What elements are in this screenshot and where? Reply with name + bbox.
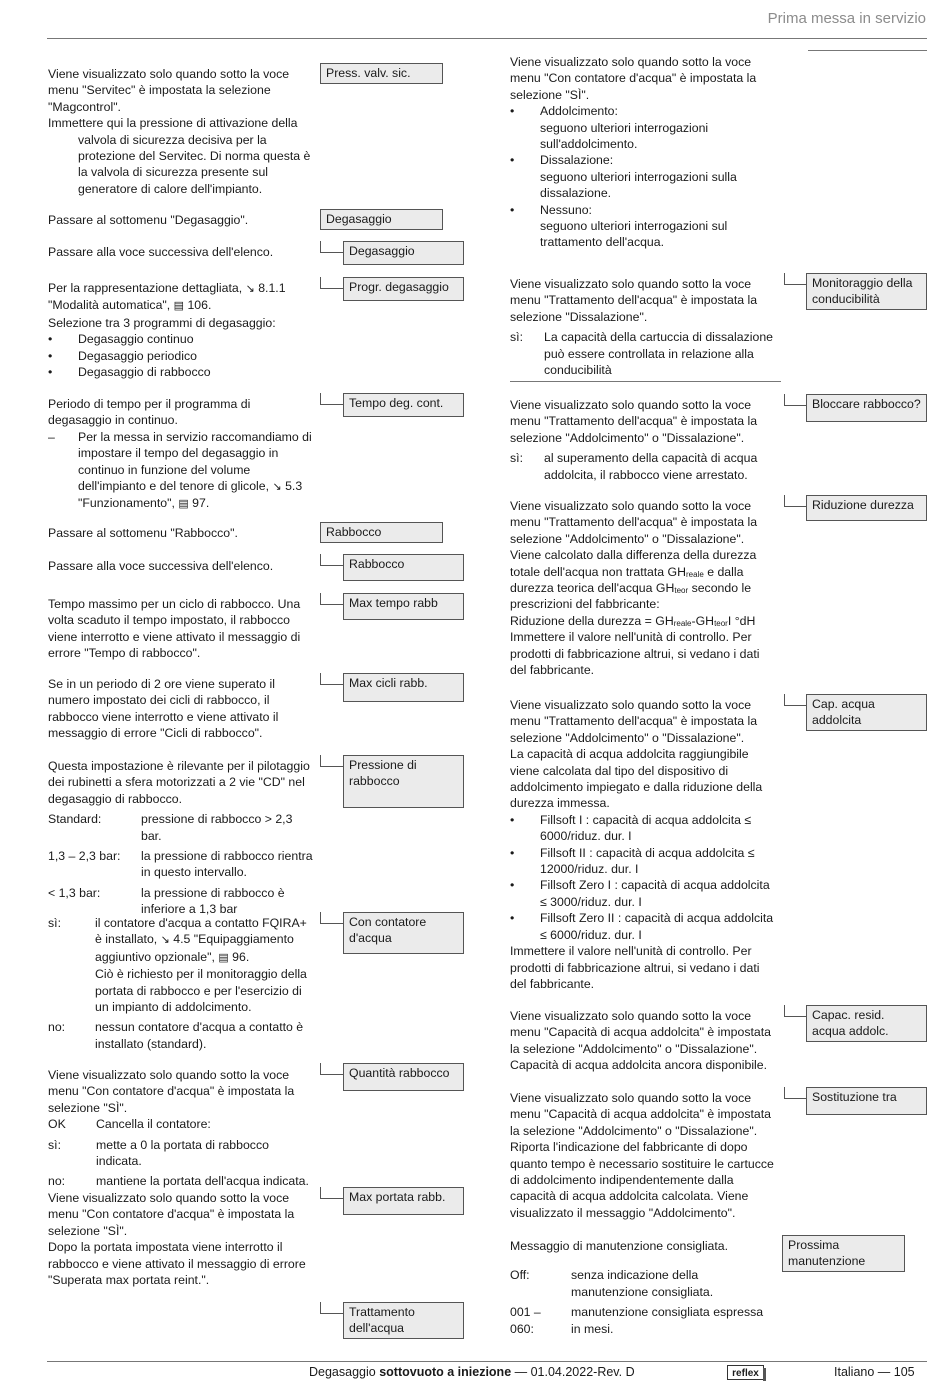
definition-row: no: nessun contatore d'acqua a contatto è installato (standard). xyxy=(48,1020,304,1051)
list-item: • Fillsoft Zero I : capacità di acqua addolcita ≤ 3000/riduz. dur. I xyxy=(510,877,775,910)
left-block-pressione xyxy=(48,758,313,918)
paragraph: Se in un periodo di 2 ore viene superato il numero impostato dei cicli di rabbocco, il rabbocco viene interrotto e viene attivato il messaggio di errore "Cicli di rabbocco". xyxy=(48,677,279,741)
left-block-quantita xyxy=(48,1067,313,1190)
definition-row: sì: mette a 0 la portata di rabbocco indicata. xyxy=(48,1137,269,1169)
definition-row: OK Cancella il contatore: xyxy=(48,1117,211,1132)
right-block-riduzione xyxy=(510,498,775,678)
paragraph: Immettere il valore nell'unità di controllo. Per prodotti di fabbricazione altrui, si vedano i dati del fabbricante. xyxy=(510,944,760,991)
footer-language: Italiano xyxy=(834,1365,875,1379)
paragraph: Passare alla voce successiva dell'elenco. xyxy=(48,559,274,573)
left-block-max-tempo xyxy=(48,596,313,662)
submenu-item-bloccare-rabbocco[interactable]: Bloccare rabbocco? xyxy=(806,394,927,422)
menu-item-press-valv-sic[interactable]: Press. valv. sic. xyxy=(320,63,443,84)
menu-item-prossima-manutenzione[interactable]: Prossima manutenzione xyxy=(782,1235,905,1272)
indented-paragraph: seguono ulteriori interrogazioni sulla dissalazione. xyxy=(540,169,737,201)
paragraph: Per la rappresentazione dettagliata, ↘ 8.1.1 "Modalità automatica", ▤ 106. xyxy=(48,281,286,313)
submenu-item-capac-resid-acqua[interactable]: Capac. resid. acqua addolc. xyxy=(806,1005,927,1042)
indented-paragraph: seguono ulteriori interrogazioni sull'addolcimento. xyxy=(540,120,709,152)
definition-row: sì: La capacità della cartuccia di dissalazione può essere controllata in relazione alla conducibilità xyxy=(510,330,773,378)
tree-connector xyxy=(320,912,343,924)
list-item: • Fillsoft Zero II : capacità di acqua addolcita ≤ 6000/riduz. dur. I xyxy=(510,910,775,943)
submenu-item-cap-acqua-addolcita[interactable]: Cap. acqua addolcita xyxy=(806,694,927,731)
page-header-title: Prima messa in servizio xyxy=(767,10,926,27)
tree-connector xyxy=(320,673,343,685)
cross-reference-icon: ↘ xyxy=(160,934,170,947)
cross-reference-icon: ↘ xyxy=(245,283,255,295)
paragraph: Passare al sottomenu "Degasaggio". xyxy=(48,213,249,227)
paragraph: Immettere il valore nell'unità di controllo. Per prodotti di fabbricazione altrui, si vedano i dati del fabbricante. xyxy=(510,630,760,678)
page-icon: ▤ xyxy=(218,951,229,964)
paragraph: Viene visualizzato solo quando sotto la voce menu "Con contatore d'acqua" è impostata la selezione "SÌ". xyxy=(48,1191,295,1238)
submenu-item-pressione-di-rabbocco[interactable]: Pressione di rabbocco xyxy=(343,755,464,808)
tree-connector xyxy=(784,394,807,406)
cross-reference-icon: ↘ xyxy=(272,481,282,494)
formula: Riduzione della durezza = $GH_{reale}-GH_{teor}I$ °dH xyxy=(510,613,756,628)
paragraph: Periodo di tempo per il programma di degasaggio in continuo. xyxy=(48,397,251,428)
paragraph: Immettere qui la pressione di attivazione della xyxy=(48,116,298,131)
tree-connector xyxy=(320,1187,343,1199)
left-block-progr xyxy=(48,280,313,380)
page-number: 105 xyxy=(893,1365,915,1379)
right-block-monitoraggio xyxy=(510,276,775,378)
footer-page-info: Italiano — 105 xyxy=(834,1365,915,1379)
tree-connector xyxy=(320,1063,343,1075)
left-block-tempo-deg xyxy=(48,396,313,513)
list-item: • Degasaggio periodico xyxy=(48,348,313,364)
right-block-sostituzione xyxy=(510,1090,775,1221)
submenu-item-rabbocco[interactable]: Rabbocco xyxy=(343,554,464,581)
submenu-item-degasaggio[interactable]: Degasaggio xyxy=(343,241,464,265)
submenu-item-sostituzione-tra[interactable]: Sostituzione tra xyxy=(806,1087,927,1115)
paragraph: Passare al sottomenu "Rabbocco". xyxy=(48,526,238,540)
list-item: • Addolcimento: xyxy=(510,103,775,119)
paragraph: Selezione tra 3 programmi di degasaggio: xyxy=(48,315,276,330)
paragraph: La capacità di acqua addolcita raggiungibile viene calcolata dal tipo del dispositivo di addolcimento impiegato e dalla riduzione della durezza immessa. xyxy=(510,747,763,811)
left-block-press-valv xyxy=(48,66,313,197)
list-item: • Fillsoft II : capacità di acqua addolcita ≤ 12000/riduz. dur. I xyxy=(510,845,775,878)
tree-connector xyxy=(320,554,343,566)
list-item: • Nessuno: xyxy=(510,202,775,218)
left-block-max-cicli xyxy=(48,676,313,742)
tree-connector xyxy=(320,393,343,405)
paragraph: Viene visualizzato solo quando sotto la voce menu "Servitec" è impostata la selezione "Magcontrol". xyxy=(48,67,290,114)
submenu-item-max-cicli-rabb[interactable]: Max cicli rabb. xyxy=(343,673,464,702)
tree-connector xyxy=(320,755,343,767)
definition-row: < 1,3 bar: la pressione di rabbocco è inferiore a 1,3 bar xyxy=(48,885,285,917)
list-item: • Fillsoft I : capacità di acqua addolcita ≤ 6000/riduz. dur. I xyxy=(510,812,775,845)
paragraph: Passare alla voce successiva dell'elenco. xyxy=(48,245,274,259)
definition-row: sì: al superamento della capacità di acqua addolcita, il rabbocco viene arrestato. xyxy=(510,451,758,482)
paragraph: Viene visualizzato solo quando sotto la voce menu "Con contatore d'acqua" è impostata la selezione "SÌ". xyxy=(510,55,757,102)
submenu-item-trattamento-acqua[interactable]: Trattamento dell'acqua xyxy=(343,1302,464,1339)
page-icon: ▤ xyxy=(173,300,185,313)
right-block-bloccare xyxy=(510,397,775,483)
page-icon: ▤ xyxy=(178,498,189,511)
left-block-rabbocco-sub xyxy=(48,558,313,574)
tree-connector xyxy=(784,694,807,706)
list-item: • Degasaggio continuo xyxy=(48,331,313,347)
paragraph: Viene visualizzato solo quando sotto la voce menu "Con contatore d'acqua" è impostata la selezione "SÌ". xyxy=(48,1068,295,1115)
submenu-item-progr-degasaggio[interactable]: Progr. degasaggio xyxy=(343,277,464,301)
list-item: • Degasaggio di rabbocco xyxy=(48,364,313,380)
right-block-prossima xyxy=(510,1238,775,1337)
footer-rule xyxy=(47,1361,927,1362)
submenu-item-max-tempo-rabb[interactable]: Max tempo rabb xyxy=(343,593,464,620)
left-block-max-portata xyxy=(48,1190,313,1288)
tree-connector xyxy=(320,241,343,253)
tree-connector xyxy=(320,1302,343,1314)
paragraph: Riporta l'indicazione del fabbricante di dopo quanto tempo è necessario sostituire le cartucce di addolcimento indipendentemente dalla capacità di acqua addolcita calcolata. Viene visualizzato il messaggio "Addolcimento". xyxy=(510,1140,774,1220)
indented-paragraph: valvola di sicurezza decisiva per la protezione del Servitec. Di norma questa è la valvola di sicurezza presente sul generatore di calore dell'impianto. xyxy=(78,132,311,196)
definition-row: 001 – 060: manutenzione consigliata espressa in mesi. xyxy=(510,1305,764,1336)
paragraph: Viene calcolato dalla differenza della durezza totale dell'acqua non trattata $GH_{reale}$ e dalla durezza teorica dell'acqua $GH_{teor}$ secondo le prescrizioni del fabbricante: xyxy=(510,548,757,612)
left-block-degasaggio-sub xyxy=(48,244,313,260)
right-block-cap-acqua xyxy=(510,697,775,992)
tree-connector xyxy=(784,1087,807,1099)
tree-connector xyxy=(320,593,343,605)
paragraph: Viene visualizzato solo quando sotto la voce menu "Trattamento dell'acqua" è impostata la selezione "Dissalazione". xyxy=(510,277,758,324)
reflex-logo: reflex xyxy=(727,1365,764,1380)
dash-item: – Per la messa in servizio raccomandiamo di impostare il tempo del degasaggio in continuo in funzione del volume dell'impianto e del tenore di glicole, ↘ 5.3 "Funzionamento", ▤ 97. xyxy=(48,429,313,513)
paragraph: Capacità di acqua addolcita ancora disponibile. xyxy=(510,1058,768,1073)
footer-document-title: Degasaggio sottovuoto a iniezione — 01.04.2022-Rev. D xyxy=(309,1365,635,1379)
indented-paragraph: seguono ulteriori interrogazioni sul trattamento dell'acqua. xyxy=(540,219,728,250)
submenu-item-riduzione-durezza[interactable]: Riduzione durezza xyxy=(806,495,927,521)
paragraph: Tempo massimo per un ciclo di rabbocco. Una volta scaduto il tempo impostato, il rabbocco viene interrotto e viene attivato il messaggio di errore "Tempo di rabbocco". xyxy=(48,597,301,661)
submenu-item-con-contatore[interactable]: Con contatore d'acqua xyxy=(343,912,464,954)
menu-item-rabbocco[interactable]: Rabbocco xyxy=(320,522,443,543)
paragraph: Questa impostazione è rilevante per il pilotaggio dei rubinetti a sfera motorizzati a 2 vie "CD" nel degasaggio di rabbocco. xyxy=(48,759,310,806)
list-item: • Dissalazione: xyxy=(510,152,775,168)
submenu-item-max-portata-rabb[interactable]: Max portata rabb. xyxy=(343,1187,464,1215)
tree-connector xyxy=(784,1005,807,1017)
tree-connector xyxy=(784,273,807,285)
right-header-rule xyxy=(808,50,927,51)
submenu-item-quantita-rabbocco[interactable]: Quantità rabbocco xyxy=(343,1063,464,1091)
definition-row: no: mantiene la portata dell'acqua indicata. xyxy=(48,1174,309,1189)
paragraph: Messaggio di manutenzione consigliata. xyxy=(510,1239,729,1253)
right-block-trattamento xyxy=(510,54,775,251)
header-rule xyxy=(47,38,927,39)
left-block-degasaggio-top xyxy=(48,212,313,228)
definition-row: Off: senza indicazione della manutenzione consigliata. xyxy=(510,1268,714,1299)
definition-row: sì: il contatore d'acqua a contatto FQIRA+ è installato, ↘ 4.5 "Equipaggiamento aggiuntivo opzionale", ▤ 96. Ciò è richiesto per il monitoraggio della portata di rabbocco e per l'esercizio di un impianto di addolcimento. xyxy=(48,916,307,1015)
left-block-con-contatore xyxy=(48,915,313,1052)
paragraph: Viene visualizzato solo quando sotto la voce menu "Capacità di acqua addolcita" è impostata la selezione "Addolcimento" o "Dissalazione". xyxy=(510,1009,771,1056)
submenu-item-tempo-deg-cont[interactable]: Tempo deg. cont. xyxy=(343,393,464,417)
tree-connector xyxy=(784,495,807,507)
right-block-capac-resid xyxy=(510,1008,775,1074)
menu-item-degasaggio[interactable]: Degasaggio xyxy=(320,209,443,230)
paragraph: Viene visualizzato solo quando sotto la voce menu "Trattamento dell'acqua" è impostata la selezione "Addolcimento" o "Dissalazione". xyxy=(510,698,758,745)
left-block-rabbocco-top xyxy=(48,525,313,541)
paragraph: Viene visualizzato solo quando sotto la voce menu "Trattamento dell'acqua" è impostata la selezione "Addolcimento" o "Dissalazione". xyxy=(510,398,758,445)
submenu-item-monitoraggio-conducibilita[interactable]: Monitoraggio della conducibilità xyxy=(806,273,927,310)
definition-row: 1,3 – 2,3 bar: la pressione di rabbocco rientra in questo intervallo. xyxy=(48,849,313,880)
paragraph: Dopo la portata impostata viene interrotto il rabbocco e viene attivato il messaggio di errore "Superata max portata reint.". xyxy=(48,1240,306,1288)
paragraph: Viene visualizzato solo quando sotto la voce menu "Capacità di acqua addolcita" è impostata la selezione "Addolcimento" o "Dissalazione". xyxy=(510,1091,771,1138)
definition-row: Standard: pressione di rabbocco > 2,3 bar. xyxy=(48,812,293,843)
section-rule xyxy=(510,381,781,382)
paragraph: Viene visualizzato solo quando sotto la voce menu "Trattamento dell'acqua" è impostata la selezione "Addolcimento" o "Dissalazione". xyxy=(510,499,758,546)
tree-connector xyxy=(320,277,343,289)
